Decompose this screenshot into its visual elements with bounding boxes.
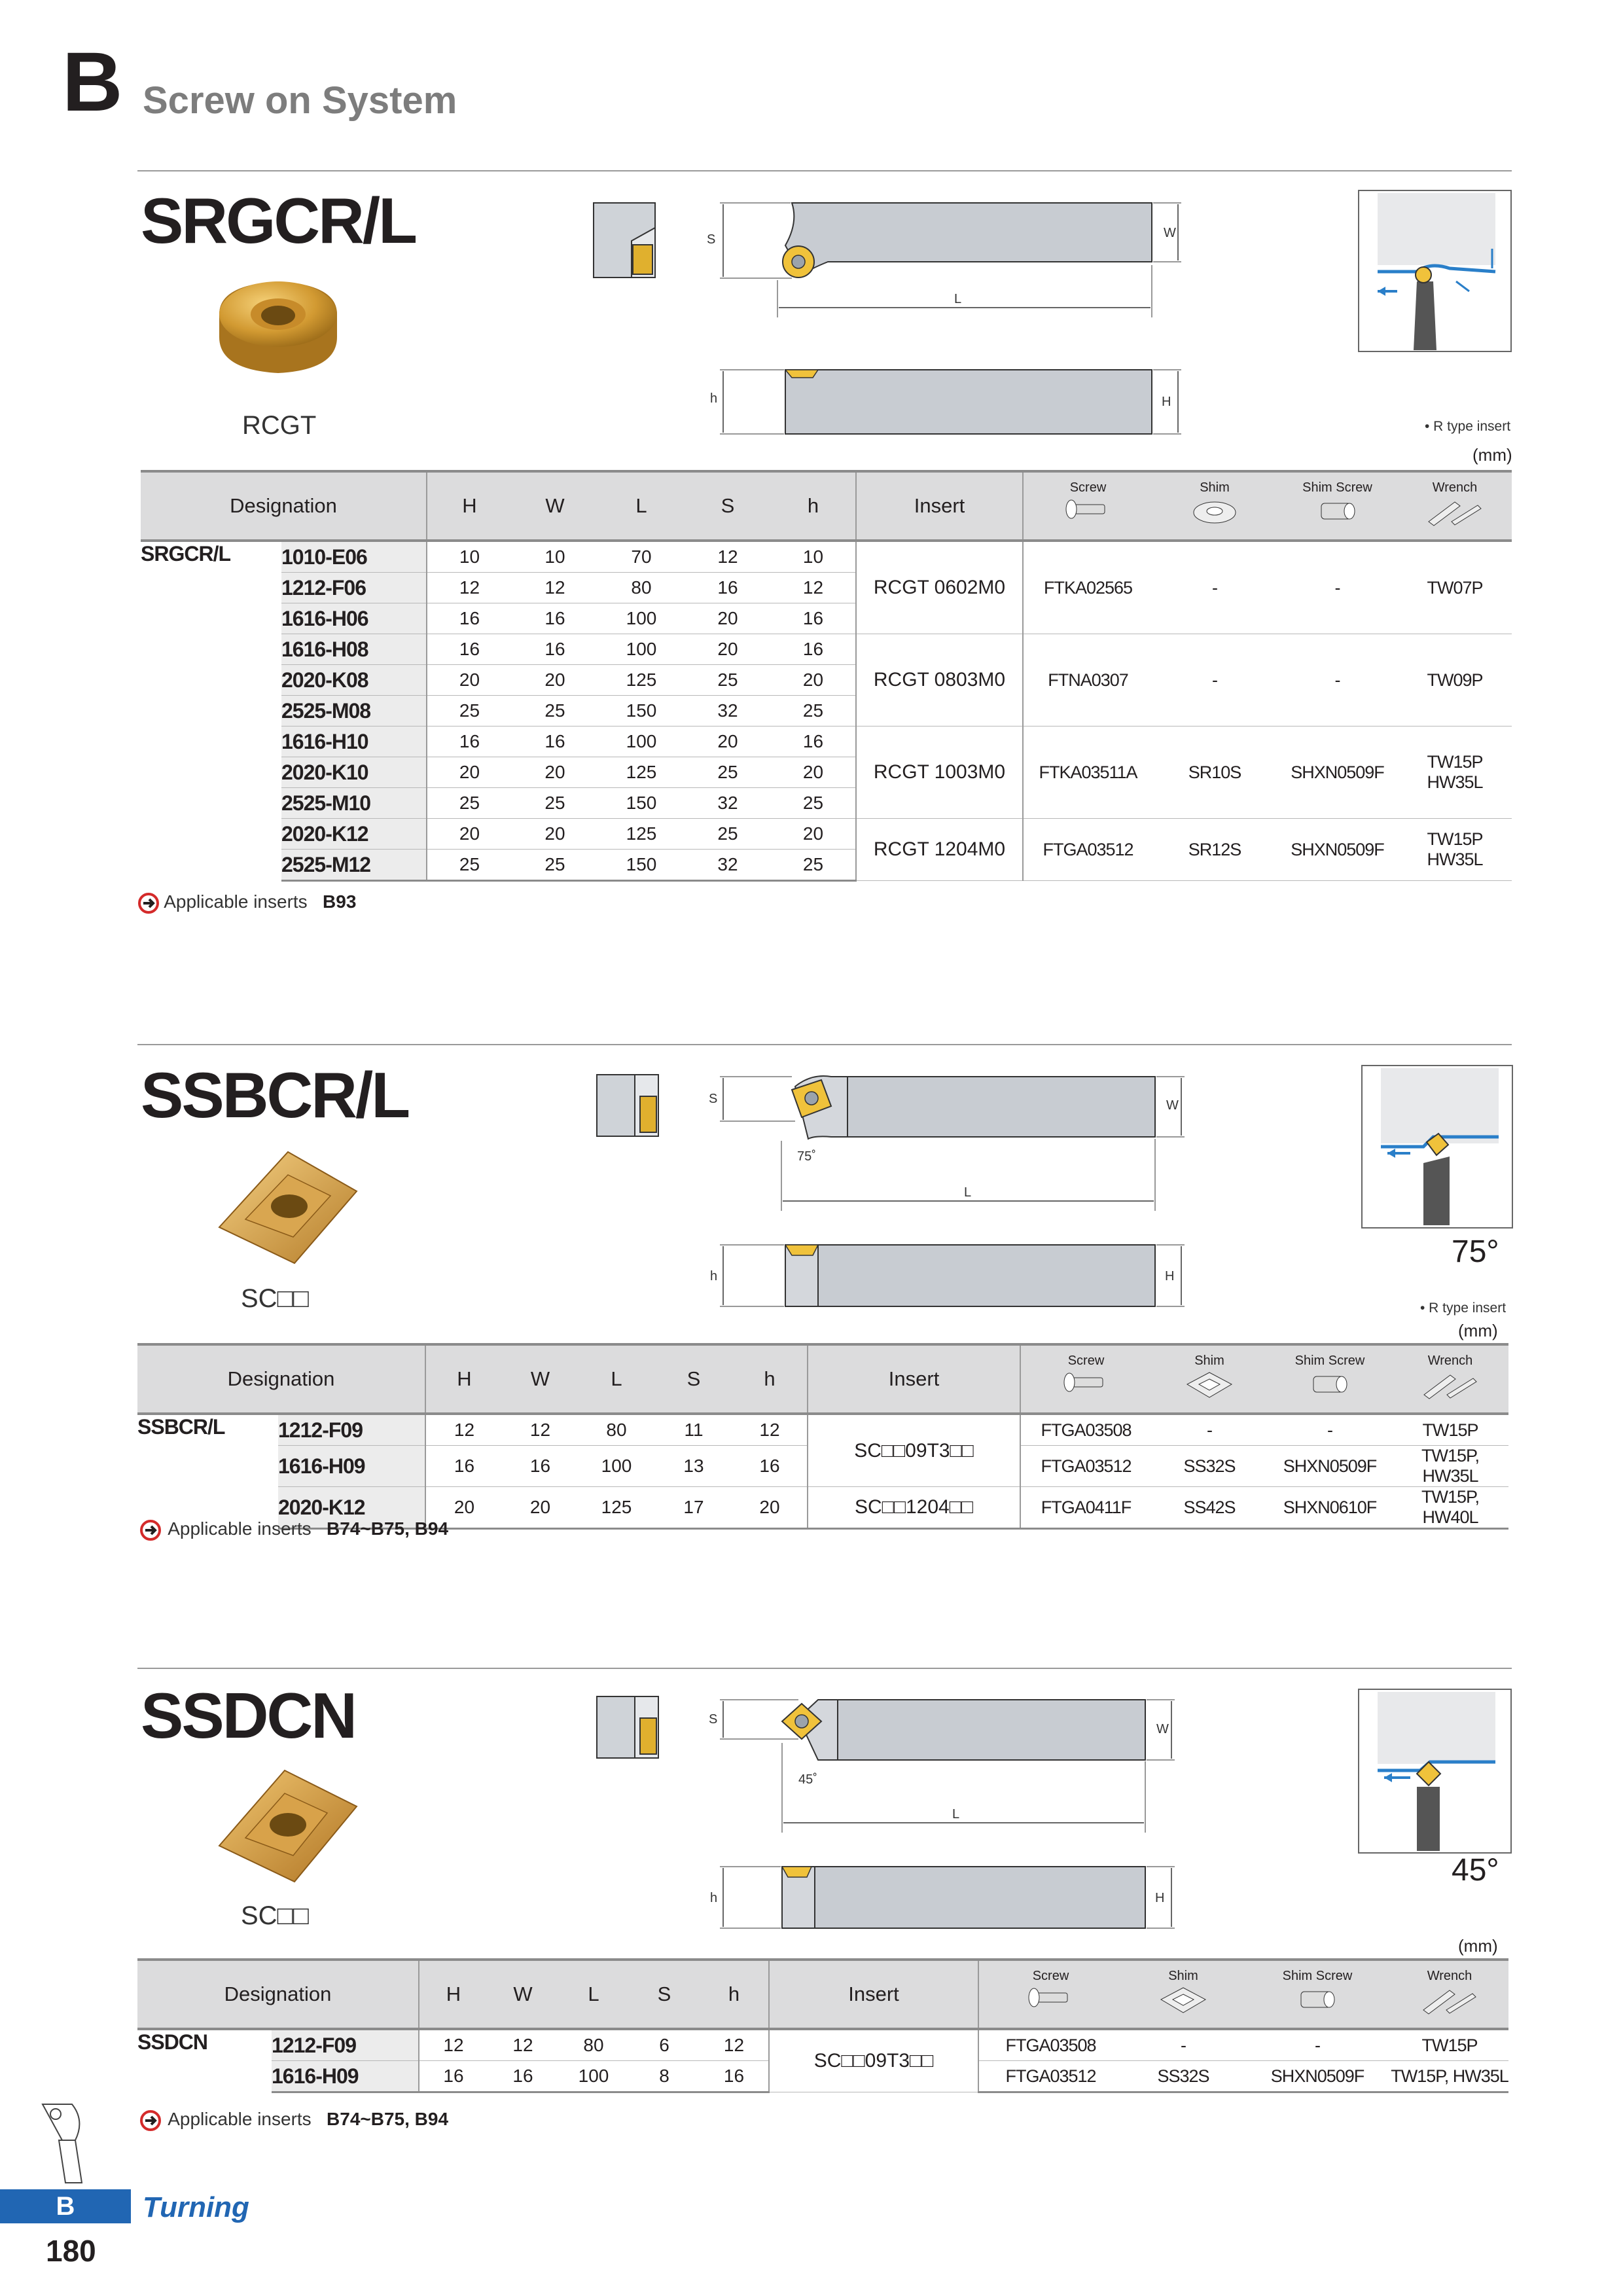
dim-s-label: S [709, 1092, 718, 1106]
wrench-icon [1422, 495, 1488, 528]
cell-H: 25 [427, 850, 512, 881]
col-insert: Insert [808, 1344, 1020, 1414]
col-insert: Insert [769, 1960, 978, 2029]
sc-insert-image [216, 1767, 360, 1885]
col-W: W [512, 471, 598, 541]
holder-end-view [596, 1073, 661, 1139]
col-S: S [685, 471, 771, 541]
cell-h: 16 [771, 726, 856, 757]
cell-wrench: TW07P [1398, 541, 1512, 634]
shim-icon [1188, 495, 1241, 528]
shim-icon [1183, 1369, 1236, 1401]
shim-screw-icon [1311, 495, 1364, 528]
cell-L: 100 [598, 634, 685, 665]
designation-code: 1212-F09 [272, 2029, 419, 2061]
designation-code: 1616-H09 [278, 1446, 425, 1487]
application-diagram [1361, 1065, 1513, 1229]
col-h: h [771, 471, 856, 541]
cell-S: 11 [655, 1414, 732, 1446]
product-title: SSDCN [141, 1679, 356, 1751]
col-shim-screw [1268, 1344, 1392, 1414]
cell-wrench: TW15P, HW35L [1391, 2061, 1508, 2092]
cell-shim: SS32S [1151, 1446, 1268, 1487]
cell-L: 100 [578, 1446, 655, 1487]
cell-H: 16 [427, 726, 512, 757]
cell-h: 20 [771, 665, 856, 696]
cell-L: 100 [558, 2061, 629, 2092]
cell-S: 25 [685, 665, 771, 696]
cell-S: 6 [629, 2029, 700, 2061]
cell-shim: - [1152, 634, 1277, 726]
cell-screw: FTGA03508 [1020, 1414, 1151, 1446]
cell-h: 20 [732, 1487, 808, 1529]
r-type-note: • R type insert [1425, 419, 1511, 434]
col-screw-label: Screw [1032, 1968, 1069, 1983]
dim-h-label: h [710, 1891, 718, 1905]
cell-L: 125 [598, 819, 685, 850]
cell-shim: - [1152, 541, 1277, 634]
col-L: L [598, 471, 685, 541]
turning-tool-icon [36, 2101, 95, 2186]
applicable-pages: B74~B75, B94 [327, 2109, 449, 2129]
product-title: SRGCR/L [141, 185, 416, 257]
series-name: SSDCN [137, 2030, 208, 2054]
designation-code: 1616-H09 [272, 2061, 419, 2092]
spec-table-ssbc [137, 1343, 1508, 1530]
cell-shim-screw: - [1268, 1414, 1392, 1446]
cell-S: 16 [685, 573, 771, 603]
cell-L: 70 [598, 541, 685, 573]
cell-shim-screw: SHXN0509F [1268, 1446, 1392, 1487]
designation-code: 1616-H06 [281, 603, 427, 634]
cell-W: 20 [503, 1487, 578, 1529]
col-shim [1122, 1960, 1244, 2029]
cell-insert: RCGT 1204M0 [856, 819, 1023, 881]
application-diagram [1358, 1689, 1512, 1854]
cell-h: 12 [732, 1414, 808, 1446]
cell-h: 25 [771, 696, 856, 726]
col-S: S [655, 1344, 732, 1414]
holder-end-view [596, 1695, 661, 1761]
col-W: W [488, 1960, 558, 2029]
cell-H: 16 [427, 603, 512, 634]
insert-type-label: SC□□ [241, 1284, 309, 1313]
cell-h: 12 [771, 573, 856, 603]
cell-h: 16 [771, 603, 856, 634]
rcgt-insert-image [213, 268, 344, 386]
shim-screw-icon [1291, 1984, 1344, 2017]
cell-H: 20 [425, 1487, 503, 1529]
cell-H: 16 [425, 1446, 503, 1487]
cell-shim: - [1122, 2029, 1244, 2061]
cell-insert: RCGT 0803M0 [856, 634, 1023, 726]
divider [137, 1668, 1512, 1669]
cell-H: 16 [419, 2061, 488, 2092]
cell-S: 25 [685, 819, 771, 850]
cell-W: 16 [512, 726, 598, 757]
dim-H-label: H [1165, 1269, 1175, 1283]
screw-icon [1062, 495, 1115, 528]
cell-screw: FTGA03508 [978, 2029, 1122, 2061]
col-H: H [419, 1960, 488, 2029]
cell-H: 12 [419, 2029, 488, 2061]
cell-wrench: TW15P, HW40L [1392, 1487, 1508, 1529]
col-shim-screw [1277, 471, 1398, 541]
cell-insert: SC□□1204□□ [808, 1487, 1020, 1529]
cell-W: 16 [488, 2061, 558, 2092]
cell-S: 25 [685, 757, 771, 788]
cell-S: 17 [655, 1487, 732, 1529]
col-wrench [1391, 1960, 1508, 2029]
cell-W: 12 [503, 1414, 578, 1446]
col-shim-label: Shim [1168, 1968, 1198, 1983]
cell-shim-screw: SHXN0610F [1268, 1487, 1392, 1529]
col-wrench-label: Wrench [1427, 1968, 1472, 1983]
arrow-circle-icon [137, 1519, 164, 1541]
cell-L: 80 [578, 1414, 655, 1446]
cell-L: 150 [598, 850, 685, 881]
cell-L: 125 [598, 665, 685, 696]
dim-s-label: S [707, 232, 716, 247]
section-letter: B [62, 35, 123, 129]
col-shim [1151, 1344, 1268, 1414]
screw-icon [1060, 1369, 1113, 1401]
cell-W: 20 [512, 665, 598, 696]
cell-H: 16 [427, 634, 512, 665]
cell-H: 12 [425, 1414, 503, 1446]
cell-screw: FTKA02565 [1023, 541, 1152, 634]
applicable-label: Applicable inserts [168, 1518, 312, 1539]
cell-W: 10 [512, 541, 598, 573]
col-shim [1152, 471, 1277, 541]
designation-code: 2525-M10 [281, 788, 427, 819]
cell-S: 32 [685, 696, 771, 726]
cell-W: 12 [488, 2029, 558, 2061]
cell-shim-screw: - [1277, 634, 1398, 726]
col-L: L [578, 1344, 655, 1414]
chapter-label: Turning [143, 2191, 249, 2223]
chapter-tab[interactable]: B [0, 2189, 131, 2223]
angle-dim-label: 75˚ [797, 1149, 816, 1164]
unit-label: (mm) [1458, 1936, 1498, 1956]
dim-w-label: W [1156, 1722, 1169, 1736]
dim-l-label: L [954, 292, 962, 306]
divider [137, 170, 1512, 171]
col-designation: Designation [141, 471, 427, 541]
page-title: Screw on System [143, 79, 457, 122]
product-title: SSBCR/L [141, 1059, 409, 1131]
col-wrench [1392, 1344, 1508, 1414]
series-name: SRGCR/L [141, 542, 230, 565]
holder-top-view [700, 1070, 1198, 1211]
cell-screw: FTNA0307 [1023, 634, 1152, 726]
cell-W: 16 [512, 634, 598, 665]
col-shim-label: Shim [1200, 480, 1230, 495]
spec-table-srgc [141, 470, 1512, 882]
designation-code: 2020-K10 [281, 757, 427, 788]
applicable-inserts[interactable] [137, 891, 356, 914]
designation-code: 1616-H08 [281, 634, 427, 665]
cell-H: 20 [427, 665, 512, 696]
dim-l-label: L [952, 1807, 960, 1821]
col-L: L [558, 1960, 629, 2029]
col-shim-screw-label: Shim Screw [1302, 480, 1372, 495]
cell-H: 20 [427, 819, 512, 850]
cell-H: 12 [427, 573, 512, 603]
dim-l-label: L [964, 1185, 972, 1200]
cell-insert: RCGT 1003M0 [856, 726, 1023, 819]
cell-insert: SC□□09T3□□ [769, 2029, 978, 2092]
dim-w-label: W [1164, 226, 1176, 240]
designation-code: 1616-H10 [281, 726, 427, 757]
dim-h-label: h [710, 391, 718, 406]
col-shim-screw-label: Shim Screw [1282, 1968, 1353, 1983]
col-designation: Designation [137, 1344, 425, 1414]
col-screw [978, 1960, 1122, 2029]
cell-W: 25 [512, 788, 598, 819]
col-wrench [1398, 471, 1512, 541]
cell-shim: SR10S [1152, 726, 1277, 819]
col-H: H [425, 1344, 503, 1414]
cell-shim-screw: - [1244, 2029, 1391, 2061]
designation-code: 1212-F09 [278, 1414, 425, 1446]
col-wrench-label: Wrench [1432, 480, 1478, 495]
cell-shim: SS32S [1122, 2061, 1244, 2092]
designation-code: 1010-E06 [281, 541, 427, 573]
cell-W: 25 [512, 696, 598, 726]
cell-W: 12 [512, 573, 598, 603]
dim-w-label: W [1166, 1098, 1179, 1113]
shim-icon [1157, 1984, 1209, 2017]
cell-L: 150 [598, 788, 685, 819]
cell-h: 20 [771, 757, 856, 788]
applicable-label: Applicable inserts [168, 2109, 312, 2129]
divider [137, 1044, 1512, 1045]
dim-s-label: S [709, 1712, 718, 1727]
holder-top-view [700, 196, 1198, 317]
applicable-inserts[interactable] [137, 1518, 448, 1541]
cell-screw: FTKA03511A [1023, 726, 1152, 819]
col-insert: Insert [856, 471, 1023, 541]
r-type-note: • R type insert [1420, 1300, 1507, 1316]
screw-icon [1025, 1984, 1077, 2017]
approach-angle: 75° [1452, 1234, 1499, 1269]
cell-S: 20 [685, 726, 771, 757]
arrow-circle-icon [137, 2109, 164, 2132]
col-S: S [629, 1960, 700, 2029]
dim-H-label: H [1162, 395, 1171, 409]
cell-shim-screw: SHXN0509F [1244, 2061, 1391, 2092]
approach-angle: 45° [1452, 1853, 1499, 1888]
applicable-pages: B74~B75, B94 [327, 1518, 449, 1539]
cell-S: 20 [685, 603, 771, 634]
cell-shim-screw: SHXN0509F [1277, 819, 1398, 881]
cell-L: 125 [598, 757, 685, 788]
cell-h: 12 [700, 2029, 769, 2061]
shim-screw-icon [1304, 1369, 1356, 1401]
cell-h: 16 [700, 2061, 769, 2092]
col-h: h [732, 1344, 808, 1414]
designation-code: 2020-K12 [281, 819, 427, 850]
cell-L: 100 [598, 603, 685, 634]
dim-H-label: H [1155, 1891, 1165, 1905]
holder-side-view [700, 1859, 1198, 1937]
cell-screw: FTGA0411F [1020, 1487, 1151, 1529]
designation-code: 2525-M12 [281, 850, 427, 881]
wrench-icon [1417, 1984, 1482, 2017]
holder-side-view [700, 1237, 1198, 1316]
col-shim-screw-label: Shim Screw [1294, 1353, 1365, 1368]
unit-label: (mm) [1472, 445, 1512, 465]
cell-W: 16 [512, 603, 598, 634]
cell-shim: SR12S [1152, 819, 1277, 881]
cell-wrench: TW15P HW35L [1398, 819, 1512, 881]
cell-W: 20 [512, 757, 598, 788]
cell-W: 20 [512, 819, 598, 850]
cell-S: 8 [629, 2061, 700, 2092]
col-screw-label: Screw [1067, 1353, 1105, 1368]
cell-h: 16 [771, 634, 856, 665]
cell-W: 16 [503, 1446, 578, 1487]
cell-h: 25 [771, 788, 856, 819]
cell-S: 32 [685, 850, 771, 881]
holder-side-view [700, 363, 1198, 442]
application-diagram [1358, 190, 1512, 352]
cell-L: 150 [598, 696, 685, 726]
arrow-circle-icon [137, 892, 160, 914]
cell-shim-screw: - [1277, 541, 1398, 634]
col-screw-label: Screw [1069, 480, 1107, 495]
designation-code: 2020-K08 [281, 665, 427, 696]
cell-H: 25 [427, 696, 512, 726]
cell-S: 32 [685, 788, 771, 819]
col-screw [1020, 1344, 1151, 1414]
col-shim-screw [1244, 1960, 1391, 2029]
col-screw [1023, 471, 1152, 541]
cell-L: 125 [578, 1487, 655, 1529]
applicable-inserts[interactable] [137, 2109, 448, 2132]
applicable-pages: B93 [323, 891, 357, 912]
cell-screw: FTGA03512 [1023, 819, 1152, 881]
col-shim-label: Shim [1194, 1353, 1224, 1368]
cell-h: 25 [771, 850, 856, 881]
cell-H: 10 [427, 541, 512, 573]
cell-insert: SC□□09T3□□ [808, 1414, 1020, 1487]
cell-L: 100 [598, 726, 685, 757]
cell-wrench: TW09P [1398, 634, 1512, 726]
col-W: W [503, 1344, 578, 1414]
cell-H: 20 [427, 757, 512, 788]
col-wrench-label: Wrench [1427, 1353, 1473, 1368]
dim-h-label: h [710, 1269, 718, 1283]
cell-wrench: TW15P [1392, 1414, 1508, 1446]
cell-screw: FTGA03512 [1020, 1446, 1151, 1487]
cell-shim: - [1151, 1414, 1268, 1446]
applicable-label: Applicable inserts [164, 891, 308, 912]
cell-insert: RCGT 0602M0 [856, 541, 1023, 634]
holder-top-view [700, 1692, 1198, 1833]
cell-wrench: TW15P, HW35L [1392, 1446, 1508, 1487]
angle-dim-label: 45˚ [798, 1772, 817, 1787]
spec-table-ssdcn [137, 1958, 1508, 2093]
col-h: h [700, 1960, 769, 2029]
cell-h: 20 [771, 819, 856, 850]
cell-L: 80 [598, 573, 685, 603]
cell-wrench: TW15P HW35L [1398, 726, 1512, 819]
cell-L: 80 [558, 2029, 629, 2061]
sc-insert-image [216, 1149, 360, 1266]
insert-type-label: SC□□ [241, 1901, 309, 1930]
cell-h: 16 [732, 1446, 808, 1487]
cell-S: 20 [685, 634, 771, 665]
insert-type-label: RCGT [242, 411, 317, 440]
holder-end-view [592, 202, 658, 280]
cell-S: 13 [655, 1446, 732, 1487]
cell-shim-screw: SHXN0509F [1277, 726, 1398, 819]
cell-screw: FTGA03512 [978, 2061, 1122, 2092]
cell-wrench: TW15P [1391, 2029, 1508, 2061]
cell-W: 25 [512, 850, 598, 881]
designation-code: 1212-F06 [281, 573, 427, 603]
cell-h: 10 [771, 541, 856, 573]
cell-S: 12 [685, 541, 771, 573]
cell-H: 25 [427, 788, 512, 819]
designation-code: 2020-K12 [278, 1487, 425, 1529]
wrench-icon [1418, 1369, 1483, 1401]
col-H: H [427, 471, 512, 541]
page-number: 180 [46, 2234, 96, 2268]
designation-code: 2525-M08 [281, 696, 427, 726]
cell-shim: SS42S [1151, 1487, 1268, 1529]
unit-label: (mm) [1458, 1321, 1498, 1340]
series-name: SSBCR/L [137, 1415, 225, 1439]
col-designation: Designation [137, 1960, 419, 2029]
